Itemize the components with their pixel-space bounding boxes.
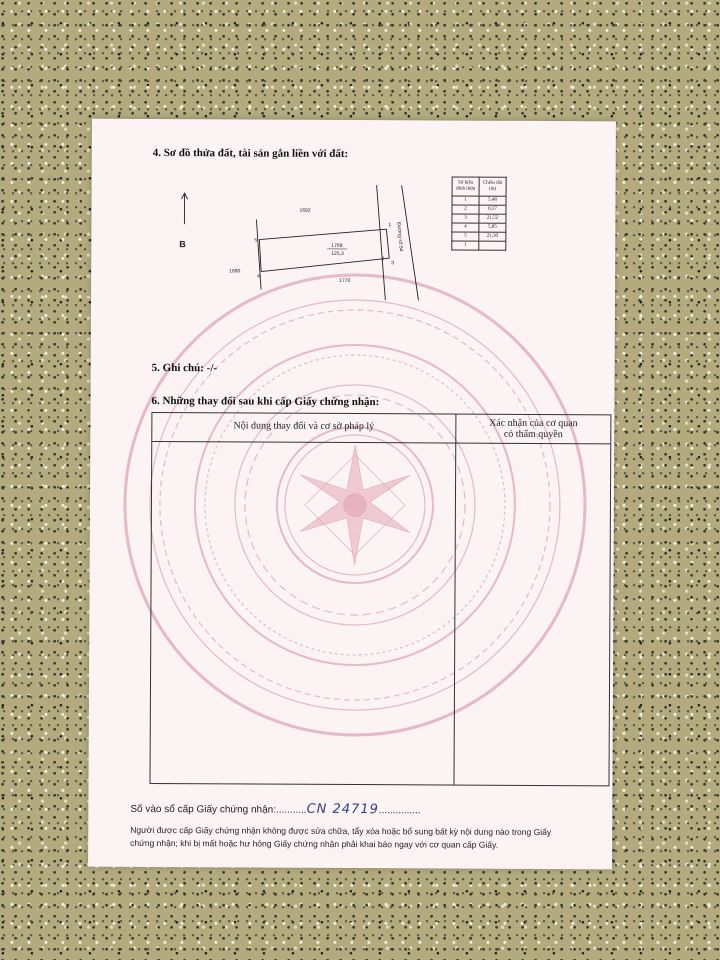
parcel-edge-right [386, 229, 389, 258]
section-4-heading: 4. Sơ đồ thửa đất, tài sản gắn liền với đất: [152, 146, 349, 160]
certificate-page [88, 119, 616, 870]
points-header-length: Chiều dài (m) [479, 177, 506, 196]
table-row: 2 0,37 [452, 205, 506, 214]
points-header-vertex: Số hiệu đỉnh thửa [452, 177, 479, 196]
corner-label-5: 5 [254, 237, 258, 244]
changes-header-content: Nội dung thay đổi và cơ sở pháp lý [233, 420, 375, 433]
section-6-heading: 6. Những thay đổi sau khi cấp Giấy chứng nhận: [151, 394, 380, 409]
parcel-edge-bottom [261, 258, 389, 273]
changes-table [149, 412, 611, 786]
registry-line: Số vào sổ cấp Giấy chứng nhận:...........CN 24719............... [130, 801, 421, 818]
parcel-area: 125,3 [331, 250, 344, 257]
registry-label: Số vào sổ cấp Giấy chứng nhận: [130, 803, 277, 816]
column-divider [453, 415, 456, 785]
corner-label-2: 2 [381, 256, 385, 263]
road-edge-left [376, 185, 395, 300]
parcel-diagram [161, 159, 442, 300]
section-5-heading: 5. Ghi chú: -/- [151, 361, 218, 375]
table-row: 4 5,85 [452, 223, 506, 232]
road-edge-right [401, 185, 424, 300]
header-divider [152, 441, 610, 444]
table-row: 1 5,48 [452, 196, 506, 205]
parcel-number: 1769 [331, 242, 343, 249]
corner-label-3: 3 [391, 260, 395, 267]
road-label: Đường số 54 [395, 221, 404, 252]
table-row: 5 21,30 [452, 232, 506, 241]
table-row: 3 21,52 [452, 214, 506, 223]
corner-label-4: 4 [257, 273, 260, 280]
usage-note: Người được cấp Giấy chứng nhận không được sửa chữa, tẩy xóa hoặc bổ sung bất kỳ nội dung nào trong Giấy chứng nhận; khi bị mất hoặc hư hỏng Giấy chứng nhận phải khai báo ngay với cơ quan cấp Giấy. [130, 824, 552, 850]
changes-header-confirmation: Xác nhận của cơ quan có thẩm quyền [489, 417, 578, 441]
neighbor-bottom-label: 1770 [339, 277, 351, 284]
neighbor-left-label: 1680 [229, 268, 241, 275]
table-row: 1 [452, 241, 506, 250]
registry-number: CN 24719 [306, 801, 379, 818]
parcel-edge-top [259, 229, 386, 241]
parcel-points-table [451, 177, 506, 251]
corner-label-1: 1 [388, 222, 392, 229]
neighbor-top-label: 1692 [299, 207, 311, 214]
north-label: B [179, 239, 186, 250]
